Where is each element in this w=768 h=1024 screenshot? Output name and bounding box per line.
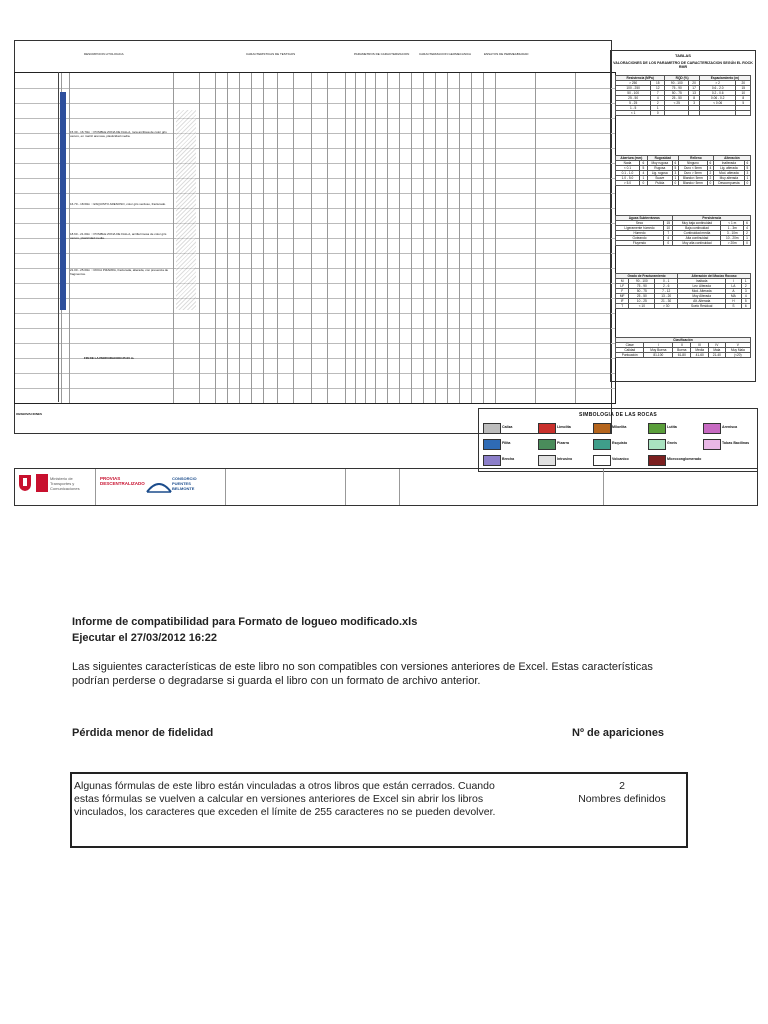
table-cell: Muy rugosa [647,161,672,166]
mtc-logo-icon [36,474,48,492]
table-cell: Calidad [616,348,644,353]
table-row [616,221,751,226]
table-cell: 2 [741,284,750,289]
legend-swatch [483,423,501,434]
table-cell: 10 - 20m [721,236,744,241]
table-cell: S [726,304,741,309]
legend-swatch [593,439,611,450]
table-cell: Buena [673,348,691,353]
table-cell: 90 - 100 [629,279,655,284]
table-cell: 6 [707,161,713,166]
table-cell: Muy alterada [713,176,744,181]
table-cell: 1 [651,106,665,111]
table-header-cell: Espaciamiento (m) [699,76,750,81]
legend-label: Brecha [502,457,515,461]
table-cell: 20 [689,81,700,86]
table-cell: 21-40 [708,353,725,358]
header-permeab: ENSAYOS DE PERMEABILIDAD [484,52,529,56]
table-cell: Rugosa [647,166,672,171]
sheet-footer [14,468,758,506]
legend-label: Microconglomerado [667,457,702,461]
legend-label: Gneis [667,441,677,445]
table-cell: 0 [672,181,678,186]
table-cell: 50 - 75 [665,91,689,96]
desc-block-3: 18.60 - 21.00m :: POSIBLE ZONA DE FALLA, arcilla limosa de color gris oscuro, plasticidad media. [70,232,167,240]
table-cell: 2 - 6 [655,284,678,289]
grid-col-line [495,73,496,403]
table-cell: Lev. Alterada [678,284,726,289]
table-cell: Alt. Alterada [678,299,726,304]
table-cell: 41-60 [691,353,709,358]
table-cell: MA [726,294,741,299]
legend-swatch [703,423,721,434]
table-cell: 0 [651,111,665,116]
table-cell: < 1 [616,111,651,116]
loss-heading: Pérdida menor de fidelidad [72,727,214,739]
table-cell: 1 - 3m [721,226,744,231]
table-cell: 4 [741,294,750,299]
grid-col-line [387,73,388,403]
table-cell: Muy baja continuidad [673,221,721,226]
table-cell: 6 [741,304,750,309]
table-cell: T [616,304,629,309]
table-cell: 8 [689,96,700,101]
table-cell: 3 [744,171,750,176]
table-cell: LA [726,284,741,289]
table-cell: 3 [689,101,700,106]
table-cell: III [691,343,709,348]
table-cell: Inaltada [678,279,726,284]
grid-col-line [227,73,228,403]
peru-shield-icon [18,474,32,492]
table-cell: 75 - 90 [629,284,655,289]
table-cell: Alta continuidad [673,236,721,241]
desc-block-4: 21.00 - 25.00m :: ROCA PIZARRA, fracturada, alterada, con presencia de fragmentos. [70,268,169,276]
table-cell: Húmedo [616,231,664,236]
table-cell: 90 - 100 [665,81,689,86]
table-cell: 3 [741,289,750,294]
table-cell: Seco [616,221,664,226]
table-cell: > 2 [699,81,736,86]
table-cell [665,111,689,116]
table-cell: (<20) [725,353,750,358]
lithology-hatch [176,110,196,310]
table-cell: 0.2 - 0.6 [699,91,736,96]
legend-label: Esquisto [612,441,628,445]
grid-col-line [311,73,312,403]
table-cell: < 1 m [721,221,744,226]
table-cell: 0 - 1 [655,279,678,284]
legend-label: Pizarra [557,441,569,445]
table-cell: 2 [707,176,713,181]
grid-col-line [411,73,412,403]
table-cell: 6 [639,161,647,166]
table-cell: 50 - 75 [629,289,655,294]
table-cell: 20 [736,81,751,86]
table-cell [689,111,700,116]
table-cell: 4 [663,236,672,241]
table-cell: 1 - 5 [616,106,651,111]
table-cell: Lig. rugosa [647,171,672,176]
table-cell: 1 [741,279,750,284]
table-abertura [615,155,751,186]
table-cell: 7 [651,91,665,96]
grid-col-line [345,73,346,403]
grid-col-line [251,73,252,403]
table-header-cell: Alteración del Macizo Rocoso [678,274,751,279]
water-level-strip [60,92,66,310]
grid-col-line [375,73,376,403]
table-cell: 25 - 50 [616,96,651,101]
table-cell: 7 [663,231,672,236]
table-cell: 1 [672,176,678,181]
table-cell: Blando> 5mm [678,181,707,186]
table-cell: 6 [744,161,750,166]
issue-text: Algunas fórmulas de este libro están vinculadas a otros libros que están cerrados. Cuando estas fórmulas se vuelven a calcular en versiones anteriores de Excel sin abrir los libros vinculados, los caracteres que exceden el límite de 255 caracteres no se pueden devolver. [74,780,496,818]
table-cell: 3 - 10m [721,231,744,236]
table-header-cell: Rugosidad [647,156,678,161]
table-cell: Clase [616,343,644,348]
legend-swatch [593,423,611,434]
header-desc: DESCRIPCION LITOLOGICA [84,52,124,56]
table-cell: I [644,343,673,348]
table-cell: 13 [689,91,700,96]
legend-swatch [538,455,556,466]
grid-col-line [483,73,484,403]
table-cell: Fluyendo [616,241,664,246]
table-cell: 10 [663,226,672,231]
grid-col-line [277,73,278,403]
table-cell: 1 [639,176,647,181]
rmr-tables-panel [610,50,756,382]
table-cell [699,111,736,116]
table-cell: < 0.06 [699,101,736,106]
table-cell: 0 [639,181,647,186]
table-cell: Descompuesta [713,181,744,186]
table-cell: 25 - 50 [665,96,689,101]
table-cell: 1.0 - 5.0 [616,176,640,181]
table-cell: 7 - 12 [655,289,678,294]
issue-count-block [572,780,672,806]
table-cell: Muy Alterada [678,294,726,299]
table-cell: 0 [744,241,751,246]
table-cell: Duro > 5mm [678,171,707,176]
legend-title: SIMBOLOGIA DE LAS ROCAS [578,412,658,418]
header-param: PARAMETROS DE CARACTERIZACION [354,52,410,56]
table-cell: 10 - 25 [629,299,655,304]
table-cell: 13 - 20 [655,294,678,299]
table-cell: 6 [672,161,678,166]
table-cell: LF [616,284,629,289]
table-cell: 5 [736,101,751,106]
table-cell: 61-80 [673,353,691,358]
report-intro: Las siguientes características de este libro no son compatibles con versiones anteriores de Excel. Estas características podrían perderse o degradarse si guarda el libro con un formato de archivo anterior. [72,661,653,687]
table-cell: Muy Mala [725,348,750,353]
table-cell: > 5.0 [616,181,640,186]
legend-label: Volcanico [612,457,629,461]
table-resistencia [615,75,751,116]
table-header-cell: Relleno [678,156,713,161]
table-cell: 8 [736,96,751,101]
depth-column [14,72,59,402]
legend-label: Caliza [502,425,513,429]
table-cell: Mod. Alterada [678,289,726,294]
table-cell: IV [708,343,725,348]
table-cell: > 250 [616,81,651,86]
legend-swatch [593,455,611,466]
table-cell: > 30 [655,304,678,309]
table-cell: 6 [744,221,751,226]
provias-name: PROVIAS DESCENTRALIZADO [100,476,145,486]
table-cell: Suave [647,176,672,181]
legend-label: Intrusivo [557,457,573,461]
table-row [616,231,751,236]
table-cell: II [673,343,691,348]
count-heading: Nº de apariciones [572,727,665,739]
table-cell: 5 [672,166,678,171]
table-cell: 3 [672,171,678,176]
legend-label: Arenisca [722,425,738,429]
table-cell: Suelo Residual [678,304,726,309]
legend-swatch [538,423,556,434]
grid-col-line [435,73,436,403]
grid-col-line [399,73,400,403]
consorcio-name: CONSORCIO PUENTES BELMONTE [172,476,197,491]
table-cell: 50 - 100 [616,91,651,96]
table-cell: 0.1 - 1.0 [616,171,640,176]
rock-legend [478,408,758,472]
table-cell: 2 [651,101,665,106]
table-header-cell: Aguas Subterráneas [616,216,673,221]
table-cell: Blando< 5mm [678,176,707,181]
table-cell: Ligeramente húmedo [616,226,664,231]
table-cell: V [725,343,750,348]
table-cell: 5 [741,299,750,304]
grid-col-line [471,73,472,403]
table-cell: 2 [744,231,751,236]
consorcio-bridge-icon [146,474,172,494]
table-cell: Mod. alterada [713,171,744,176]
table-cell: < 10 [629,304,655,309]
grid-col-line [575,73,576,403]
table-cell: 81-100 [644,353,673,358]
grid-col-line [459,73,460,403]
grid-col-line [263,73,264,403]
issue-location: Nombres definidos [578,793,666,805]
legend-swatch [538,439,556,450]
legend-swatch [703,439,721,450]
table-header-cell: Abertura (mm) [616,156,648,161]
grid-col-line [355,73,356,403]
table-cell: Duro < 5mm [678,166,707,171]
table-row [616,111,751,116]
table-header-cell: Resistencia (MPa) [616,76,665,81]
legend-swatch [483,455,501,466]
issue-box [70,772,688,848]
table-cell: Nada [616,161,640,166]
table-header-cell: Alteración [713,156,750,161]
legend-label: Filita [502,441,511,445]
table-clasificacion [615,337,751,358]
desc-block-2: 16.70 - 18.60m :: ESQUISTO ARENOSO, color gris verdoso, fracturado. [70,202,166,206]
legend-swatch [648,439,666,450]
table-cell: Ninguno [678,161,707,166]
table-cell: Puntuación [616,353,644,358]
table-cell: 2 [707,171,713,176]
table-cell: > 20m [721,241,744,246]
table-cell: Baja continuidad [673,226,721,231]
grid-col-line [293,73,294,403]
grid-col-line [535,73,536,403]
table-cell: 0 [744,181,750,186]
header-geomec: CARACTERIZACION GEOMECANICA [419,52,472,56]
table-cell: 15 [651,81,665,86]
table-cell: 1 [744,236,751,241]
table-cell: 5 - 25 [616,101,651,106]
table-cell: Pulida [647,181,672,186]
table-cell: 4 [744,226,751,231]
panel-subtitle: VALORACIONES DE LOS PARAMETRO DE CARACTERIZACION SEGÚN EL ROCK RMR [613,61,753,69]
grid-col-line [365,73,366,403]
mtc-name: Ministerio de Transportes y Comunicaciones [50,476,80,491]
table-cell: Mala [708,348,725,353]
table-agua [615,215,751,246]
table-cell: < 25 [665,101,689,106]
grid-col-line [173,73,174,403]
header-testigos: CARACTERISTICAS DE TESTIGOS [246,52,296,56]
table-cell: 4 [707,166,713,171]
table-cell: 5 [639,166,647,171]
grid-col-line [239,73,240,403]
table-header-cell: RQD (%) [665,76,700,81]
grid-col-line [423,73,424,403]
table-cell: 15 [663,221,672,226]
table-cell: A [726,289,741,294]
grid-col-line [327,73,328,403]
table-cell: Media [691,348,709,353]
observaciones-label: OBSERVACIONES [16,412,43,416]
table-row [616,304,751,309]
desc-block-1: 15.30 - 16.70m :: POSIBLE ZONA DE FALLA, roca arcillosa de color gris oscuro, en matriz arenosa, plasticidad media. [70,130,167,138]
table-cell: Continuidad media [673,231,721,236]
grid-col-line [199,73,200,403]
fin-perforacion: FIN DE LA PERFORACION 25.00 m. [84,356,135,360]
clasificacion-title: Clasificación [616,338,751,343]
table-cell: 75 - 90 [665,86,689,91]
table-cell: H [726,299,741,304]
grid-col-line [215,73,216,403]
issue-count: 2 [619,780,625,792]
table-cell: Goteando [616,236,664,241]
table-cell: 17 [689,86,700,91]
sheet-header [14,46,610,60]
table-cell: 15 [736,86,751,91]
table-cell: 0.6 - 2.0 [699,86,736,91]
table-cell: 4 [639,171,647,176]
table-cell: Lig. alterada [713,166,744,171]
grid-col-line [447,73,448,403]
table-cell: 12 [651,86,665,91]
table-cell: Inalterada [713,161,744,166]
table-row [616,181,751,186]
table-cell: 0 [707,181,713,186]
table-cell: 4 [651,96,665,101]
table-row [616,353,751,358]
table-cell: 0.06 - 0.2 [699,96,736,101]
table-fracturamiento [615,273,751,309]
table-cell: 0 [663,241,672,246]
table-cell: 5 [744,166,750,171]
table-header-cell: Grado de Fracturamiento [616,274,678,279]
table-cell: 100 - 250 [616,86,651,91]
report-title-line2: Ejecutar el 27/03/2012 16:22 [72,632,217,644]
legend-label: Mlloelita [612,425,627,429]
report-title-line1: Informe de compatibilidad para Formato de logueo modificado.xls [72,616,418,628]
table-cell [736,111,751,116]
table-cell: 1 [744,176,750,181]
table-cell: Muy alta continuidad [673,241,721,246]
panel-title: TABLAS [675,53,691,58]
table-cell: Muy Buena [644,348,673,353]
table-cell: 25 - 50 [629,294,655,299]
legend-label: Limolita [557,425,571,429]
table-row [616,241,751,246]
table-cell: < 0.1 [616,166,640,171]
table-cell: IF [616,299,629,304]
table-cell: 21 - 30 [655,299,678,304]
legend-swatch [483,439,501,450]
table-cell: 10 [736,91,751,96]
table-cell: MF [616,294,629,299]
legend-swatch [648,455,666,466]
lithology-descriptions [68,72,172,402]
legend-label: Tobas Bacilinas [722,441,750,445]
table-header-cell: Persistencia [673,216,751,221]
table-cell: M [616,279,629,284]
table-cell: I [726,279,741,284]
table-cell: F [616,289,629,294]
legend-swatch [648,423,666,434]
legend-label: Lutita [667,425,677,429]
report-title [72,614,417,646]
